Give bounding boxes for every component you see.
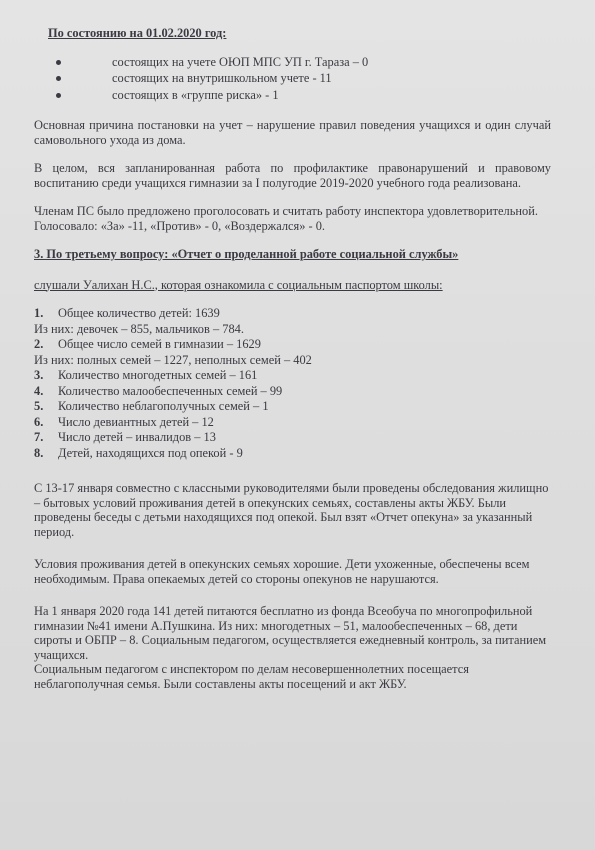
list-text: Количество многодетных семей – 161 xyxy=(58,368,258,382)
list-item xyxy=(34,322,551,337)
list-item xyxy=(34,446,551,461)
bullet-text: состоящих в «группе риска» - 1 xyxy=(112,87,279,102)
paragraph-vote-result: Голосовало: «За» -11, «Против» - 0, «Воздержался» - 0. xyxy=(34,218,326,233)
list-text: Общее число семей в гимназии – 1629 xyxy=(58,337,261,351)
question-3-heading: 3. По третьему вопросу: «Отчет о проделанной работе социальной службы» xyxy=(34,247,459,261)
list-text: Число детей – инвалидов – 13 xyxy=(58,430,216,444)
list-number: 4. xyxy=(34,383,44,398)
list-text: Из них: девочек – 855, мальчиков – 784. xyxy=(34,321,244,336)
list-text: Количество неблагополучных семей – 1 xyxy=(58,399,269,413)
bullet-item xyxy=(56,55,551,70)
listened-line xyxy=(34,278,551,293)
paragraph-inspection: С 13-17 января совместно с классными руководителями были проведены обследования жилищно – бытовых условий проживания детей в опекунских семьях, составлены акты ЖБУ. Были проведены беседы с детьми находящихся под опекой. Был взят «Отчет опекуна» за указанный период. xyxy=(34,481,549,539)
paragraph-living-conditions: Условия проживания детей в опекунских семьях хорошие. Дети ухоженные, обеспечены всем необходимым. Права опекаемых детей со стороны опекунов не нарушаются. xyxy=(34,557,530,586)
bullet-dot-icon xyxy=(56,93,61,98)
paragraph-meals: На 1 января 2020 года 141 детей питаются бесплатно из фонда Всеобуча по многопрофильной гимназии №41 имени А.Пушкина. Из них: многодетных – 51, малообеспеченных – 68, дети сироты и ОБПР – 8. Социальным педагогом, осуществляется ежедневный контроль, за питанием учащихся. xyxy=(34,604,547,662)
listened-text: слушали Уалихан Н.С., которая ознакомила с социальным паспортом школы: xyxy=(34,277,443,292)
list-item xyxy=(34,384,551,399)
list-item xyxy=(34,368,551,383)
list-text: Детей, находящихся под опекой - 9 xyxy=(58,445,243,460)
list-number: 7. xyxy=(34,430,44,444)
list-text: Число девиантных детей – 12 xyxy=(58,414,214,429)
paragraph-reason: Основная причина постановки на учет – нарушение правил поведения учащихся и один случай самовольного ухода из дома. xyxy=(34,118,551,147)
bullet-text: состоящих на внутришкольном учете - 11 xyxy=(112,71,332,85)
bullet-text: состоящих на учете ОЮП МПС УП г. Тараза – 0 xyxy=(112,54,369,69)
list-number: 5. xyxy=(34,399,44,413)
bullet-dot-icon xyxy=(56,60,61,65)
list-text: Из них: полных семей – 1227, неполных семей – 402 xyxy=(34,352,312,367)
list-number: 2. xyxy=(34,337,44,351)
list-item xyxy=(34,399,551,414)
list-text: Общее количество детей: 1639 xyxy=(58,306,220,320)
paragraph-visits: Социальным педагогом с инспектором по делам несовершеннолетних посещается неблагополучная семья. Были составлены акты посещений и акт ЖБУ. xyxy=(34,662,469,691)
list-number: 6. xyxy=(34,414,44,429)
status-bullet-list xyxy=(34,55,551,103)
section-heading: По состоянию на 01.02.2020 год: xyxy=(48,26,227,40)
list-number: 1. xyxy=(34,306,44,320)
list-item xyxy=(34,430,551,445)
list-item xyxy=(34,306,551,321)
list-number: 3. xyxy=(34,368,44,382)
list-item xyxy=(34,353,551,368)
list-number: 8. xyxy=(34,445,44,460)
paragraph-vote-proposal: Членам ПС было предложено проголосовать и считать работу инспектора удовлетворительной. xyxy=(34,204,538,218)
list-item xyxy=(34,415,551,430)
bullet-item xyxy=(56,88,551,103)
list-item xyxy=(34,337,551,352)
list-text: Количество малообеспеченных семей – 99 xyxy=(58,383,283,398)
paragraph-summary: В целом, вся запланированная работа по профилактике правонарушений и правовому воспитанию среди учащихся гимназии за I полугодие 2019-2020 учебного года реализована. xyxy=(34,161,551,190)
bullet-item xyxy=(56,71,551,86)
social-passport-list xyxy=(34,306,551,460)
bullet-dot-icon xyxy=(56,76,61,81)
